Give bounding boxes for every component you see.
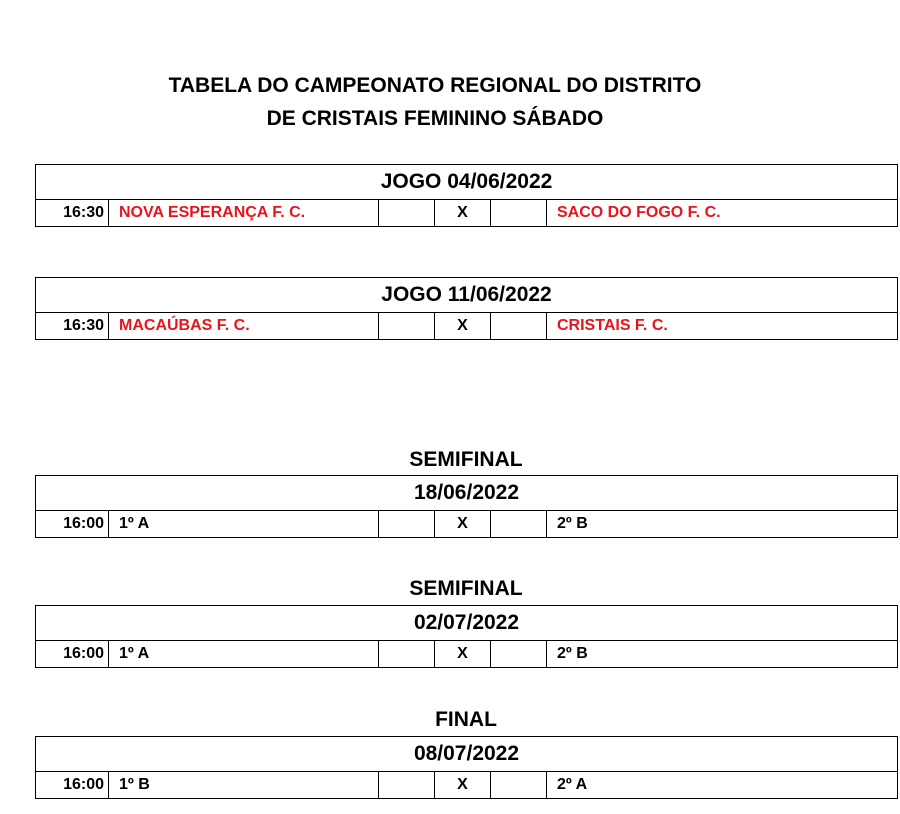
away-score — [491, 641, 547, 667]
away-team: 2º A — [557, 776, 588, 793]
match-row — [36, 641, 897, 667]
page-title-line-1: TABELA DO CAMPEONATO REGIONAL DO DISTRITO — [168, 74, 702, 97]
away-score — [491, 313, 547, 339]
match-row — [36, 313, 897, 339]
game-table-4 — [35, 605, 898, 668]
game-table-2 — [35, 277, 898, 340]
game-table-3 — [35, 475, 898, 538]
home-team: 1º A — [109, 641, 379, 667]
versus-mark: X — [435, 772, 491, 798]
home-score — [379, 641, 435, 667]
match-time: 16:30 — [36, 313, 109, 339]
home-score — [379, 772, 435, 798]
away-team: SACO DO FOGO F. C. — [557, 204, 721, 221]
page-title-line-2: DE CRISTAIS FEMININO SÁBADO — [266, 107, 604, 130]
section-label-semifinal: SEMIFINAL — [409, 448, 523, 471]
away-team: CRISTAIS F. C. — [557, 317, 668, 334]
away-score — [491, 772, 547, 798]
section-label-final: FINAL — [435, 708, 497, 731]
match-time: 16:00 — [36, 511, 109, 537]
home-score — [379, 511, 435, 537]
match-row — [36, 200, 897, 226]
game-table-1 — [35, 164, 898, 227]
game-date-header: 18/06/2022 — [36, 476, 897, 511]
away-team: 2º B — [557, 645, 588, 662]
section-label-semifinal: SEMIFINAL — [409, 577, 523, 600]
match-time: 16:30 — [36, 200, 109, 226]
game-date-header: 02/07/2022 — [36, 606, 897, 641]
home-team: 1º B — [109, 772, 379, 798]
versus-mark: X — [435, 313, 491, 339]
game-date-header: 08/07/2022 — [36, 737, 897, 772]
away-score — [491, 200, 547, 226]
game-date-header: JOGO 11/06/2022 — [36, 278, 897, 313]
versus-mark: X — [435, 511, 491, 537]
home-score — [379, 313, 435, 339]
versus-mark: X — [435, 200, 491, 226]
match-row — [36, 511, 897, 537]
away-score — [491, 511, 547, 537]
match-row — [36, 772, 897, 798]
away-team: 2º B — [557, 515, 588, 532]
versus-mark: X — [435, 641, 491, 667]
home-team: 1º A — [109, 511, 379, 537]
home-score — [379, 200, 435, 226]
match-time: 16:00 — [36, 772, 109, 798]
game-date-header: JOGO 04/06/2022 — [36, 165, 897, 200]
home-team: NOVA ESPERANÇA F. C. — [109, 200, 379, 226]
match-time: 16:00 — [36, 641, 109, 667]
game-table-5 — [35, 736, 898, 799]
home-team: MACAÚBAS F. C. — [109, 313, 379, 339]
